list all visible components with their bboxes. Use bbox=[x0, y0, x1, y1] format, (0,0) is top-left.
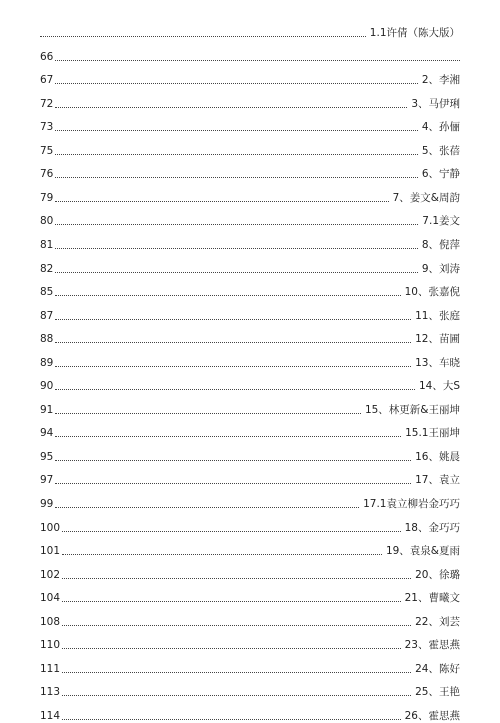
toc-leader-dots bbox=[55, 83, 418, 84]
toc-page-number: 79 bbox=[40, 191, 54, 204]
toc-leader-dots bbox=[55, 389, 415, 390]
toc-entry[interactable] bbox=[0, 120, 500, 134]
toc-page-number: 111 bbox=[40, 662, 61, 675]
toc-leader-dots bbox=[55, 154, 418, 155]
toc-page-number: 95 bbox=[40, 450, 54, 463]
toc-leader-dots bbox=[55, 248, 418, 249]
toc-page-number: 113 bbox=[40, 686, 61, 699]
toc-entry[interactable] bbox=[0, 191, 500, 205]
toc-page-number: 85 bbox=[40, 286, 54, 299]
toc-entry[interactable] bbox=[0, 426, 500, 440]
toc-entry-title: 21、曹曦文 bbox=[404, 592, 460, 605]
toc-entry-title: 24、陈好 bbox=[415, 662, 460, 675]
toc-entry[interactable] bbox=[0, 332, 500, 346]
toc-leader-dots bbox=[62, 672, 411, 673]
toc-leader-dots bbox=[55, 319, 411, 320]
toc-leader-dots bbox=[62, 625, 411, 626]
toc-leader-dots bbox=[55, 507, 359, 508]
toc-page-number: 73 bbox=[40, 121, 54, 134]
toc-entry-title: 13、车晓 bbox=[415, 356, 460, 369]
toc-entry-title: 7、姜文&周韵 bbox=[392, 191, 460, 204]
toc-entry-title: 2、李湘 bbox=[421, 74, 460, 87]
toc-entry[interactable] bbox=[0, 591, 500, 605]
toc-page-number: 89 bbox=[40, 356, 54, 369]
toc-page-number: 67 bbox=[40, 74, 54, 87]
toc-entry[interactable] bbox=[0, 497, 500, 511]
toc-page-number: 110 bbox=[40, 639, 61, 652]
toc-entry[interactable] bbox=[0, 685, 500, 699]
toc-entry-title: 4、孙俪 bbox=[421, 121, 460, 134]
toc-leader-dots bbox=[55, 295, 401, 296]
toc-entry-title: 16、姚晨 bbox=[415, 450, 460, 463]
toc-page-number: 108 bbox=[40, 615, 61, 628]
toc-entry-title: 18、金巧巧 bbox=[404, 521, 460, 534]
toc-page-number: 88 bbox=[40, 333, 54, 346]
toc-leader-dots bbox=[40, 36, 366, 37]
toc-entry[interactable] bbox=[0, 379, 500, 393]
toc-page-number: 104 bbox=[40, 592, 61, 605]
toc-leader-dots bbox=[55, 224, 418, 225]
toc-entry-title: 23、霍思燕 bbox=[404, 639, 460, 652]
toc-page-number: 82 bbox=[40, 262, 54, 275]
toc-entry[interactable] bbox=[0, 50, 500, 64]
toc-entry-title: 25、王艳 bbox=[415, 686, 460, 699]
toc-page-number: 81 bbox=[40, 238, 54, 251]
toc-entry-title: 17、袁立 bbox=[415, 474, 460, 487]
toc-entry[interactable] bbox=[0, 285, 500, 299]
toc-page-number: 101 bbox=[40, 545, 61, 558]
toc-entry[interactable] bbox=[0, 709, 500, 723]
toc-entry[interactable] bbox=[0, 356, 500, 370]
toc-page-number: 76 bbox=[40, 168, 54, 181]
toc-page-number: 72 bbox=[40, 97, 54, 110]
toc-entry-title: 8、倪萍 bbox=[421, 238, 460, 251]
toc-entry-title: 9、刘涛 bbox=[421, 262, 460, 275]
toc-entry[interactable] bbox=[0, 521, 500, 535]
toc-entry-title: 6、宁静 bbox=[421, 168, 460, 181]
toc-leader-dots bbox=[55, 436, 401, 437]
toc-entry[interactable] bbox=[0, 309, 500, 323]
toc-leader-dots bbox=[55, 342, 411, 343]
toc-leader-dots bbox=[55, 483, 411, 484]
toc-leader-dots bbox=[55, 60, 460, 61]
toc-leader-dots bbox=[62, 719, 401, 720]
toc-leader-dots bbox=[62, 601, 401, 602]
toc-entry-title: 7.1姜文 bbox=[422, 215, 460, 228]
toc-leader-dots bbox=[62, 648, 401, 649]
toc-page-number: 80 bbox=[40, 215, 54, 228]
toc-entry-title: 15、林更新&王丽坤 bbox=[364, 403, 460, 416]
toc-entry[interactable] bbox=[0, 568, 500, 582]
toc-leader-dots bbox=[62, 578, 411, 579]
toc-page-number: 99 bbox=[40, 498, 54, 510]
toc-leader-dots bbox=[55, 107, 407, 108]
toc-page-number: 90 bbox=[40, 380, 54, 393]
toc-entry[interactable] bbox=[0, 167, 500, 181]
toc-entry-title: 10、张嘉倪 bbox=[404, 286, 460, 299]
toc-leader-dots bbox=[55, 130, 418, 131]
toc-entry[interactable] bbox=[0, 544, 500, 558]
toc-entry-title: 14、大S bbox=[418, 380, 460, 393]
toc-leader-dots bbox=[55, 460, 411, 461]
toc-entry[interactable] bbox=[0, 662, 500, 676]
toc-entry[interactable] bbox=[0, 26, 500, 40]
toc-leader-dots bbox=[62, 531, 401, 532]
toc-entry[interactable] bbox=[0, 73, 500, 87]
toc-leader-dots bbox=[62, 695, 411, 696]
toc-entry[interactable] bbox=[0, 450, 500, 464]
toc-leader-dots bbox=[55, 272, 418, 273]
toc-entry[interactable] bbox=[0, 144, 500, 158]
toc-page-number: 94 bbox=[40, 427, 54, 440]
toc-page-number: 91 bbox=[40, 403, 54, 416]
toc-entry-title: 5、张蓓 bbox=[421, 144, 460, 157]
toc-page-number: 66 bbox=[40, 50, 54, 63]
toc-entry-title: 1.1许倩（陈大版） bbox=[369, 27, 460, 39]
toc-leader-dots bbox=[55, 413, 361, 414]
toc-entry[interactable] bbox=[0, 214, 500, 228]
toc-leader-dots bbox=[62, 554, 382, 555]
toc-page-number: 87 bbox=[40, 309, 54, 322]
toc-entry-title: 11、张庭 bbox=[415, 309, 460, 322]
toc-entry[interactable] bbox=[0, 638, 500, 652]
toc-leader-dots bbox=[55, 177, 418, 178]
toc-entry[interactable] bbox=[0, 615, 500, 629]
toc-page-number: 114 bbox=[40, 709, 61, 722]
toc-entry[interactable] bbox=[0, 262, 500, 276]
toc-page-number: 102 bbox=[40, 568, 61, 581]
toc-entry-title: 15.1王丽坤 bbox=[405, 427, 460, 440]
toc-entry-title: 3、马伊琍 bbox=[411, 97, 460, 110]
toc-entry-title: 20、徐璐 bbox=[415, 568, 460, 581]
toc-entry-title: 19、袁泉&夏雨 bbox=[385, 545, 460, 558]
toc-entry[interactable] bbox=[0, 403, 500, 417]
toc-leader-dots bbox=[55, 366, 411, 367]
toc-entry-title: 17.1袁立柳岩金巧巧 bbox=[363, 498, 460, 510]
toc-entry[interactable] bbox=[0, 473, 500, 487]
toc-entry-title: 26、霍思燕 bbox=[404, 709, 460, 722]
toc-leader-dots bbox=[55, 201, 389, 202]
toc-entry[interactable] bbox=[0, 238, 500, 252]
toc-page-number: 100 bbox=[40, 521, 61, 534]
toc-entry-title: 22、刘芸 bbox=[415, 615, 460, 628]
toc-entry[interactable] bbox=[0, 97, 500, 111]
toc-entry-title: 12、苗圃 bbox=[415, 333, 460, 346]
toc-page-number: 75 bbox=[40, 144, 54, 157]
toc-page-number: 97 bbox=[40, 474, 54, 487]
